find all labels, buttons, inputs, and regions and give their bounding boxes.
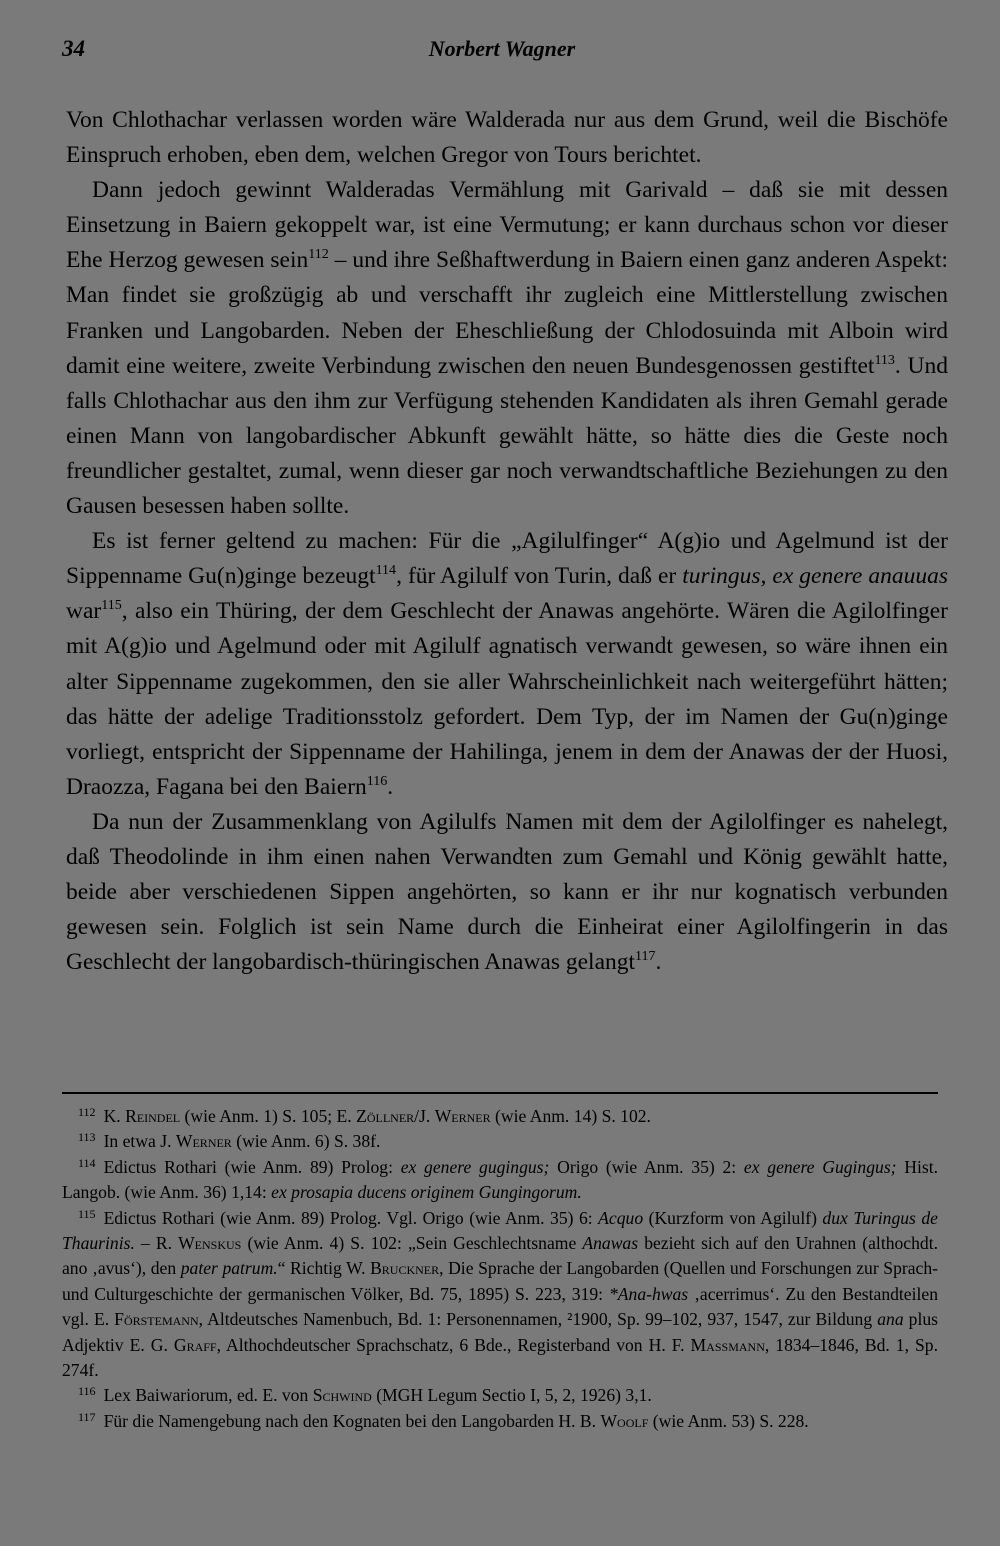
paragraph: Von Chlothachar verlassen worden wäre Walderada nur aus dem Grund, weil die Bischöfe Einspruch erhoben, eben dem, welchen Gregor von Tours berichtet. [66, 107, 948, 169]
running-head [62, 36, 942, 72]
main-text [66, 103, 948, 980]
footnote-ref: 113 [874, 352, 895, 368]
footnotes [62, 1104, 938, 1434]
footnote: $^{115}$ Edictus Rothari (wie Anm. 89) Prolog. Vgl. Origo (wie Anm. 35) 6: Acquo (Kurzform von Agilulf) dux Turingus de Thaurinis. – R. Wenskus (wie Anm. 4) S. 102: „Sein Geschlechtsname Anawas bezieht sich auf den Urahnen (althochdt. ano ‚avus‘), den pater patrum.“ Richtig W. Bruckner, Die Sprache der Langobarden (Quellen und Forschungen zur Sprach- und Culturgeschichte der germanischen Völker, Bd. 75, 1895) S. 223, 319: *Ana-hwas ‚acerrimus‘. Zu den Bestandteilen vgl. E. Förstemann, Altdeutsches Namenbuch, Bd. 1: Personennamen, ²1900, Sp. 99–102, 937, 1547, zur Bildung ana plus Adjektiv E. G. Graff, Althochdeutscher Sprachschatz, 6 Bde., Registerband von H. F. Massmann, 1834–1846, Bd. 1, Sp. 274f. [62, 1206, 939, 1381]
footnote-ref: 114 [375, 563, 397, 579]
paragraph: Es ist ferner geltend zu machen: Für die „Agilulfinger“ A(g)io und Agelmund ist der Sippenname Gu(n)ginge bezeugt$^{114}$, für Agilulf von Turin, daß er turingus, ex genere anauuas war$^{115}$, also ein Thüring, der dem Geschlecht der Anawas angehörte. Wären die Agilolfinger mit A(g)io und Agelmund oder mit Agilulf agnatisch verwandt gewesen, so wäre ihnen ein alter Sippenname zugekommen, den sie aller Wahrscheinlichkeit nach weitergeführt hätten; das hätte der adelige Traditionsstolz gefordert. Dem Typ, der im Namen der Gu(n)ginge vorliegt, entspricht der Sippenname der Hahilinga, jenem in dem der Anawas der der Huosi, Draozza, Fagana bei den Baiern$^{116}$. [66, 528, 948, 800]
paragraph: Dann jedoch gewinnt Walderadas Vermählung mit Garivald – daß sie mit dessen Einsetzung in Baiern gekoppelt war, ist eine Vermutung; er kann durchaus schon vor dieser Ehe Herzog gewesen sein$^{112}$ – und ihre Seßhaftwerdung in Baiern einen ganz anderen Aspekt: Man findet sie großzügig ab und verschafft ihr zugleich eine Mittlerstellung zwischen Franken und Langobarden. Neben der Eheschließung der Chlodosuinda mit Alboin wird damit eine weitere, zweite Verbindung zwischen den neuen Bundesgenossen gestiftet$^{113}$. Und falls Chlothachar aus den ihm zur Verfügung stehenden Kandidaten als ihren Gemahl gerade einen Mann von langobardischer Abkunft gewählt hätte, so hätte dies die Geste noch freundlicher gestaltet, zumal, wenn dieser gar noch verwandtschaftliche Beziehungen zu den Gausen besessen haben sollte. [66, 177, 948, 520]
footnote-ref: 116 [366, 773, 388, 789]
footnote: $^{112}$ K. Reindel (wie Anm. 1) S. 105; E. Zöllner/J. Werner (wie Anm. 14) S. 102. [78, 1105, 651, 1126]
page-number: 34 [62, 36, 85, 61]
footnote: $^{117}$ Für die Namengebung nach den Kognaten bei den Langobarden H. B. Woolf (wie Anm. 53) S. 228. [78, 1409, 809, 1431]
running-head-author: Norbert Wagner [428, 36, 576, 61]
footnote-ref: 117 [635, 949, 656, 965]
paragraph: Da nun der Zusammenklang von Agilulfs Namen mit dem der Agilolfinger es nahelegt, daß Theodolinde in ihm einen nahen Verwandten zum Gemahl und König gewählt hatte, beide aber verschiedenen Sippen angehörten, so kann er ihr nur kognatisch verbunden gewesen sein. Folglich ist sein Name durch die Einheirat einer Agilolfingerin in das Geschlecht der langobardisch-thüringischen Anawas gelangt$^{117}$. [66, 808, 948, 976]
footnote-ref: 115 [101, 598, 122, 614]
footnote: $^{116}$ Lex Baiwariorum, ed. E. von Schwind (MGH Legum Sectio I, 5, 2, 1926) 3,1. [78, 1384, 652, 1406]
footnote-divider [62, 1092, 938, 1094]
footnote-ref: 112 [308, 247, 329, 263]
footnote: $^{113}$ In etwa J. Werner (wie Anm. 6) S. 38f. [78, 1130, 381, 1152]
footnote: $^{114}$ Edictus Rothari (wie Anm. 89) Prolog: ex genere gugingus; Origo (wie Anm. 35) 2: ex genere Gugingus; Hist. Langob. (wie Anm. 36) 1,14: ex prosapia ducens originem Gungingorum. [62, 1155, 938, 1203]
